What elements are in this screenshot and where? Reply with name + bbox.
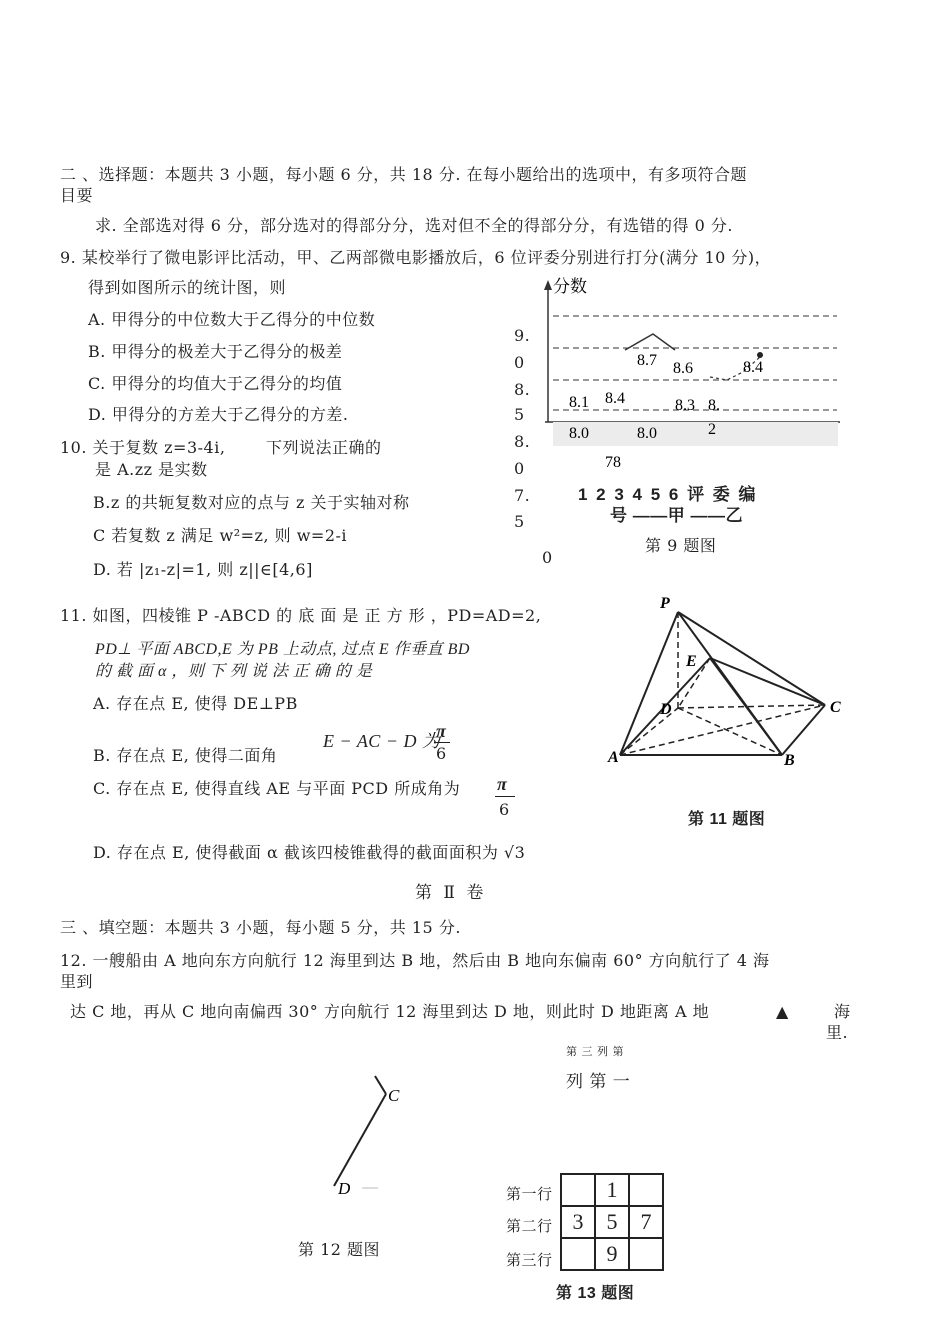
q11-caption: 第 11 题图: [688, 811, 766, 828]
q9-ylabel-7: 5: [514, 512, 525, 531]
q9-ylabel-4: 8.: [514, 432, 531, 451]
q11-option-a: A. 存在点 E, 使得 DE⊥PB: [93, 694, 298, 713]
q11-frac-bar-c: [495, 796, 515, 797]
q11-pi-b: π: [436, 721, 447, 741]
q13-fragment-1: 第 三 列 第: [566, 1045, 624, 1058]
q9-caption: 第 9 题图: [645, 536, 717, 555]
q10-stem-b: 下列说法正确的: [266, 438, 382, 457]
grid-cell: [561, 1238, 595, 1270]
svg-text:8.3: 8.3: [675, 397, 695, 414]
q9-ylabel-6: 7.: [514, 486, 531, 505]
q11-frac-bar-b: [434, 742, 450, 743]
q12-tail-1: 海: [834, 1002, 851, 1021]
svg-text:2: 2: [708, 421, 716, 438]
section2-header-line2: 目要: [60, 186, 94, 205]
svg-text:8.0: 8.0: [637, 425, 657, 442]
svg-text:A: A: [608, 749, 619, 766]
q11-pi-c: π: [497, 774, 508, 794]
q10-option-c: C 若复数 z 满足 w²=z, 则 w=2-i: [93, 526, 348, 545]
svg-text:D: D: [660, 701, 672, 718]
svg-text:8.4: 8.4: [605, 390, 625, 407]
q10-stem-a: 10. 关于复数 z=3-4i,: [60, 438, 226, 457]
grid-cell: [629, 1174, 663, 1206]
svg-text:8.6: 8.6: [673, 360, 693, 377]
svg-text:B: B: [784, 752, 795, 769]
q9-option-d: D. 甲得分的方差大于乙得分的方差.: [88, 405, 349, 424]
q11-stem-line3: 的 截 面 α ，则 下 列 说 法 正 确 的 是: [95, 663, 373, 680]
q11-six-c: 6: [499, 800, 510, 819]
q9-option-c: C. 甲得分的均值大于乙得分的均值: [88, 374, 343, 393]
q11-stem-line1: 11. 如图，四棱锥 P -ABCD 的 底 面 是 正 方 形 ，PD=AD=2,: [60, 606, 542, 625]
svg-text:C: C: [388, 1086, 400, 1105]
q9-ylabel-5: 0: [514, 459, 525, 478]
svg-text:8.0: 8.0: [569, 425, 589, 442]
q12-blank-mark: ▲: [776, 1002, 789, 1021]
grid-cell: [561, 1174, 595, 1206]
q9-legend: 号 ——甲 ——乙: [610, 506, 743, 525]
grid-cell: 1: [595, 1174, 629, 1206]
svg-text:C: C: [830, 699, 841, 716]
q12-tail-2: 里.: [826, 1023, 849, 1042]
grid-cell: 3: [561, 1206, 595, 1238]
q12-figure: [320, 1068, 430, 1198]
q9-ylabel-2: 8.: [514, 380, 531, 399]
grid-cell: 5: [595, 1206, 629, 1238]
q11-option-d: D. 存在点 E, 使得截面 α 截该四棱锥截得的截面面积为 √3: [93, 843, 526, 862]
svg-text:8.7: 8.7: [637, 352, 657, 369]
svg-text:8.4: 8.4: [743, 359, 763, 376]
q13-row-label-2: 第二行: [506, 1217, 553, 1235]
q11-figure: [600, 590, 890, 780]
grid-cell: 7: [629, 1206, 663, 1238]
q9-ylabel-8: 0: [542, 548, 553, 567]
q10-option-b: B.z 的共轭复数对应的点与 z 关于实轴对称: [93, 493, 410, 512]
q9-ylabel-3: 5: [514, 405, 525, 424]
q13-caption: 第 13 题图: [556, 1285, 635, 1302]
svg-text:78: 78: [605, 454, 621, 471]
svg-text:8.1: 8.1: [569, 394, 589, 411]
q11-six-b: 6: [436, 744, 447, 763]
q11-option-b-math: E − AC − D 为: [323, 731, 441, 751]
q12-stem-line3: 达 C 地，再从 C 地向南偏西 30° 方向航行 12 海里到达 D 地，则此时 D 地距离 A 地: [70, 1002, 710, 1021]
q9-stem-line2: 得到如图所示的统计图，则: [88, 278, 287, 297]
svg-text:8.: 8.: [708, 397, 720, 414]
q10-stem-c: 是 A.zz 是实数: [95, 460, 208, 479]
q10-option-d: D. 若 |z₁-z|=1, 则 z||∈[4,6]: [93, 560, 313, 579]
q11-option-b: B. 存在点 E, 使得二面角: [93, 746, 278, 765]
q13-fragment-2: 列 第 一: [566, 1072, 631, 1092]
svg-text:P: P: [660, 595, 670, 612]
q11-stem-line2: PD⊥ 平面 ABCD,E 为 PB 上动点, 过点 E 作垂直 BD: [95, 641, 470, 658]
q13-number-grid: [560, 1173, 664, 1271]
q9-figure: [505, 272, 845, 572]
q9-ylabel-1: 0: [514, 353, 525, 372]
q9-x-axis: 1 2 3 4 5 6 评 委 编: [578, 485, 758, 504]
q11-option-c: C. 存在点 E, 使得直线 AE 与平面 PCD 所成角为: [93, 779, 461, 798]
q9-stem-line1: 9. 某校举行了微电影评比活动，甲、乙两部微电影播放后，6 位评委分别进行打分(满分 10 分)，: [60, 248, 772, 267]
svg-text:D: D: [338, 1179, 351, 1198]
q9-ylabel-0: 9.: [514, 326, 531, 345]
section3-header: 三 、填空题：本题共 3 小题，每小题 5 分，共 15 分.: [60, 918, 461, 937]
q13-row-label-3: 第三行: [506, 1251, 553, 1269]
grid-cell: 9: [595, 1238, 629, 1270]
q12-stem-line1: 12. 一艘船由 A 地向东方向航行 12 海里到达 B 地，然后由 B 地向东偏南 60° 方向航行了 4 海: [60, 951, 770, 970]
q12-stem-line2: 里到: [60, 972, 94, 991]
section2-header-line1: 二 、选择题：本题共 3 小题，每小题 6 分，共 18 分. 在每小题给出的选项中，有多项符合题: [60, 165, 747, 184]
q9-option-b: B. 甲得分的极差大于乙得分的极差: [88, 342, 343, 361]
section2-header-line3: 求. 全部选对得 6 分，部分选对的得部分分，选对但不全的得部分分，有选错的得 0 分.: [95, 216, 733, 235]
q13-row-label-1: 第一行: [506, 1185, 553, 1203]
q9-option-a: A. 甲得分的中位数大于乙得分的中位数: [88, 310, 376, 329]
svg-text:E: E: [686, 653, 697, 670]
q9-ylabel: 分数: [553, 277, 587, 296]
q12-caption: 第 12 题图: [298, 1240, 381, 1259]
part2-title: 第 Ⅱ 卷: [415, 883, 487, 903]
grid-cell: [629, 1238, 663, 1270]
